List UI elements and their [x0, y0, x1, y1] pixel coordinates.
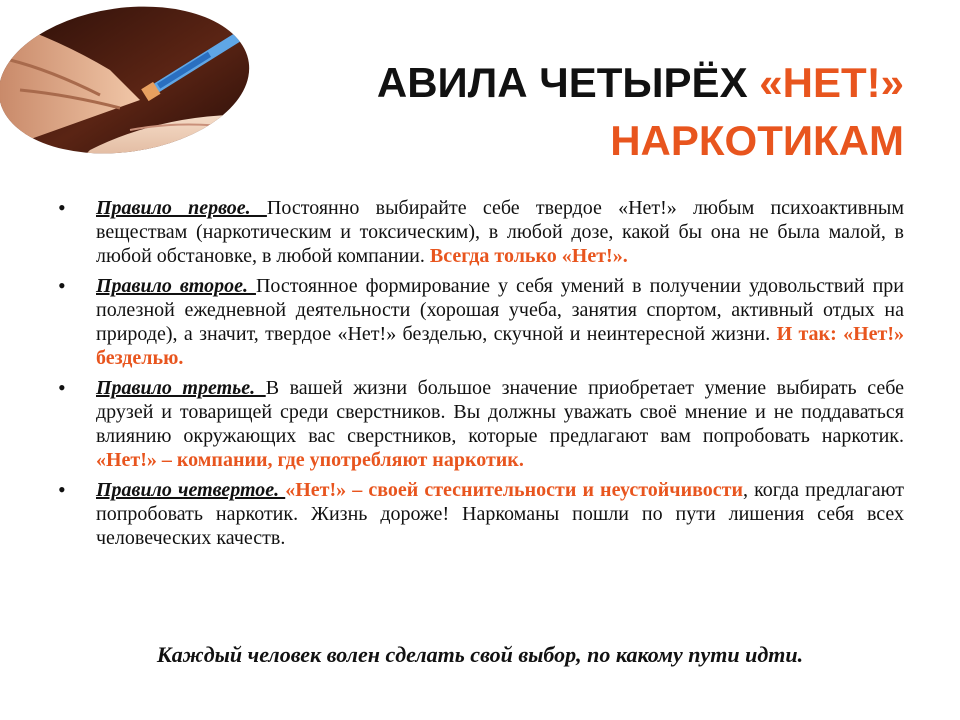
rule-text: В вашей жизни большое значение приобретает умение выбирать себе друзей и товарищей среди сверстников. Вы должны уважать своё мнение и не поддаваться влиянию окружающих вас сверстников, которые предлагают вам попробовать наркотик.	[96, 377, 904, 447]
closing-statement: Каждый человек волен сделать свой выбор, по какому пути идти.	[156, 642, 804, 667]
rule-label: Правило первое.	[96, 197, 267, 219]
bullet-icon: •	[58, 273, 66, 298]
page-title	[377, 54, 904, 170]
rule-text: Постоянно выбирайте себе твердое «Нет!» любым психоактивным веществам (наркотическим и токсическим), в любой дозе, какой бы она не была малой, в любой обстановке, в любой компании.	[96, 197, 904, 267]
list-item	[58, 376, 904, 472]
rule-label: Правило второе.	[96, 275, 256, 297]
list-item	[58, 196, 904, 268]
bullet-icon: •	[58, 195, 66, 220]
rule-text: Постоянное формирование у себя умений в получении удовольствий при полезной ежедневной деятельности (хорошая учеба, занятия спортом, активный отдых на природе), а значит, твердое «Нет!» безделью, скучной и неинтересной жизни.	[96, 275, 904, 345]
rule-highlight: «Нет!» – компании, где употребляют наркотик.	[96, 449, 524, 471]
rule-label: Правило третье.	[96, 377, 266, 399]
rule-tail: , когда предлагают попробовать наркотик. Жизнь дороже! Наркоманы пошли по пути лишения себя всех человеческих качеств.	[96, 479, 904, 549]
list-item	[58, 478, 904, 550]
rule-highlight: И так: «Нет!» безделью.	[96, 323, 904, 369]
rule-highlight: «Нет!» – своей стеснительности и неустойчивости	[285, 479, 743, 501]
bullet-icon: •	[58, 375, 66, 400]
rules-list	[58, 196, 904, 556]
syringe-in-hand-photo	[0, 0, 278, 180]
title-prefix: АВИЛА ЧЕТЫРЁХ	[376, 59, 760, 106]
title-line-2: НАРКОТИКАМ	[610, 117, 904, 164]
bullet-icon: •	[58, 477, 66, 502]
title-accent: «НЕТ!»	[759, 59, 904, 106]
rule-highlight: Всегда только «Нет!».	[429, 245, 628, 267]
rule-label: Правило четвертое.	[96, 479, 286, 501]
list-item	[58, 274, 904, 370]
